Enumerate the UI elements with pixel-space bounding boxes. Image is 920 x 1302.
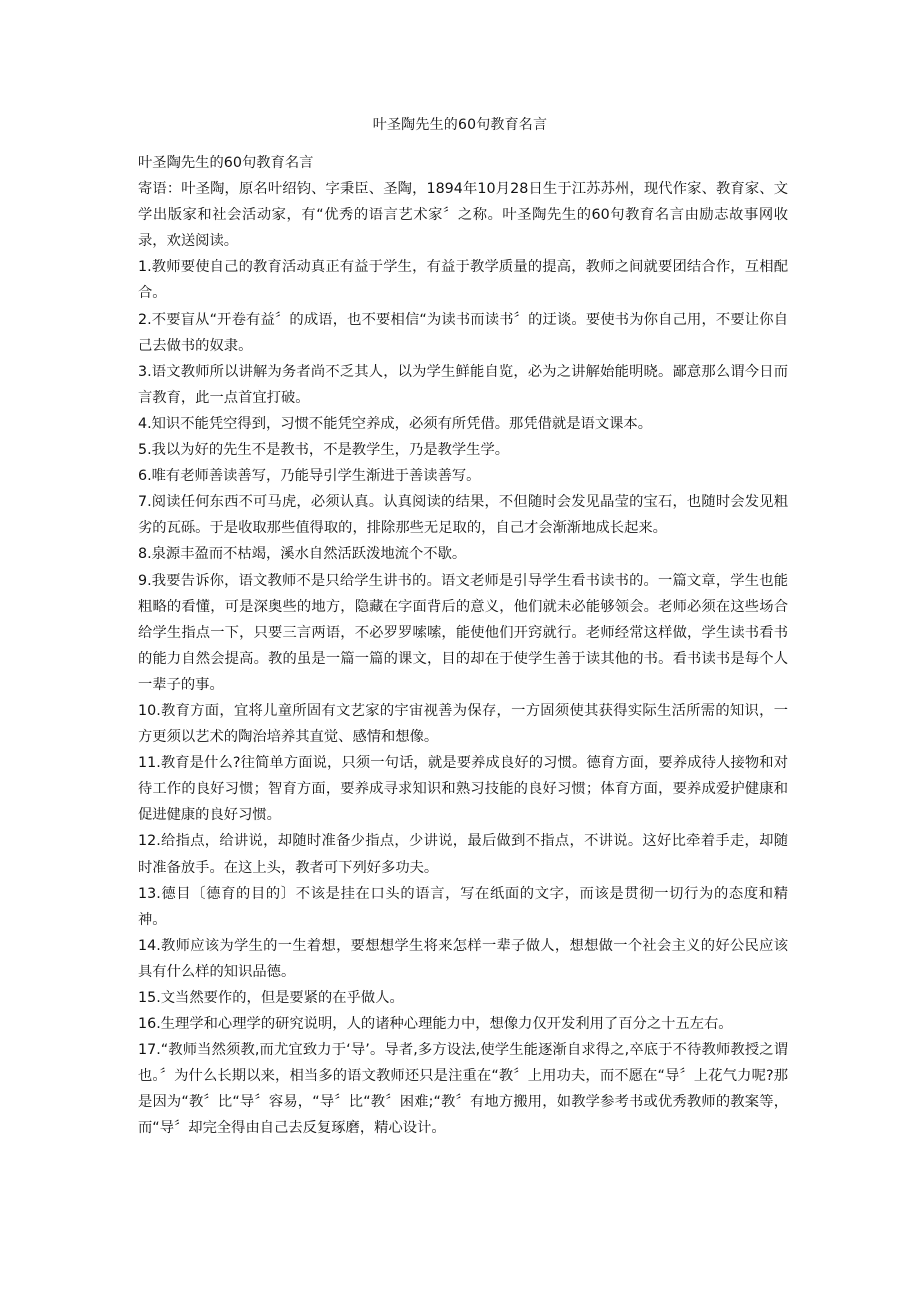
quote-item: 10.教育方面，宜将儿童所固有文艺家的宇宙视善为保存，一方固须使其获得实际生活所需的知识，一方更须以艺术的陶治培养其直觉、感情和想像。 — [138, 702, 788, 746]
quote-item: 12.给指点，给讲说，却随时准备少指点，少讲说，最后做到不指点，不讲说。这好比牵着手走，却随时准备放手。在这上头，教者可下列好多功夫。 — [138, 833, 788, 876]
intro-paragraph: 寄语：叶圣陶，原名叶绍钧、字秉臣、圣陶，1894年10月28日生于江苏苏州，现代作家、教育家、文学出版家和社会活动家，有“优秀的语言艺术家〞之称。叶圣陶先生的60句教育名言由励志故事网收录，欢送阅读。 — [138, 181, 788, 250]
quote-item: 9.我要告诉你，语文教师不是只给学生讲书的。语文老师是引导学生看书读书的。一篇文章，学生也能粗略的看懂，可是深奥些的地方，隐藏在字面背后的意义，他们就未必能够领会。老师必须在这些场合给学生指点一下，只要三言两语，不必罗罗嗦嗦，能使他们开窍就行。老师经常这样做，学生读书看书的能力自然会提高。教的虽是一篇一篇的课文，目的却在于使学生善于读其他的书。看书读书是每个人一辈子的事。 — [138, 572, 788, 693]
quote-item: 5.我以为好的先生不是教书，不是教学生，乃是教学生学。 — [138, 442, 510, 459]
quote-item: 11.教育是什么?往简单方面说，只须一句话，就是要养成良好的习惯。德育方面，要养成待人接物和对待工作的良好习惯；智育方面，要养成寻求知识和熟习技能的良好习惯；体育方面，要养成爱护健康和促进健康的良好习惯。 — [138, 755, 788, 824]
quote-item: 13.德目〔德育的目的〕不该是挂在口头的语言，写在纸面的文字，而该是贯彻一切行为的态度和精神。 — [138, 885, 788, 928]
document-title: 叶圣陶先生的60句教育名言 — [372, 117, 548, 133]
quote-item: 17.“教师当然须教,而尤宜致力于‘导’。导者,多方设法,使学生能逐渐自求得之,卒底于不待教师教授之谓也。〞为什么长期以来，相当多的语文教师还只是注重在“教〞上用功夫，而不愿在“导〞上花气力呢?那是因为“教〞比“导〞容易，“导〞比“教〞困难;“教〞有地方搬用，如教学参考书或优秀教师的教案等，而“导〞却完全得由自己去反复琢磨，精心设计。 — [138, 1042, 788, 1137]
document-body — [138, 150, 788, 1142]
document-subtitle: 叶圣陶先生的60句教育名言 — [138, 155, 314, 171]
quote-item: 6.唯有老师善读善写，乃能导引学生渐进于善读善写。 — [138, 468, 481, 485]
quote-item: 3.语文教师所以讲解为务者尚不乏其人，以为学生鲜能自览，必为之讲解始能明晓。鄙意那么谓今日而言教育，此一点首宜打破。 — [138, 363, 788, 406]
quote-item: 1.教师要使自己的教育活动真正有益于学生，有益于教学质量的提高，教师之间就要团结合作，互相配合。 — [138, 259, 788, 302]
quote-item: 2.不要盲从“开卷有益〞的成语，也不要相信“为读书而读书〞的迂谈。要使书为你自己用，不要让你自己去做书的奴隶。 — [138, 311, 788, 354]
quote-item: 8.泉源丰盈而不枯竭，溪水自然活跃泼地流个不歇。 — [138, 546, 467, 563]
quote-item: 7.阅读任何东西不可马虎，必须认真。认真阅读的结果，不但随时会发见晶莹的宝石，也随时会发见粗劣的瓦砾。于是收取那些值得取的，排除那些无足取的，自己才会渐渐地成长起来。 — [138, 494, 788, 537]
quote-item: 15.文当然要作的，但是要紧的在乎做人。 — [138, 990, 404, 1006]
quote-item: 16.生理学和心理学的研究说明，人的诸种心理能力中，想像力仅开发利用了百分之十五左右。 — [138, 1016, 733, 1033]
quote-item: 4.知识不能凭空得到，习惯不能凭空养成，必须有所凭借。那凭借就是语文课本。 — [138, 415, 653, 432]
quote-item: 14.教师应该为学生的一生着想，要想想学生将来怎样一辈子做人，想想做一个社会主义的好公民应该具有什么样的知识品德。 — [138, 937, 788, 980]
